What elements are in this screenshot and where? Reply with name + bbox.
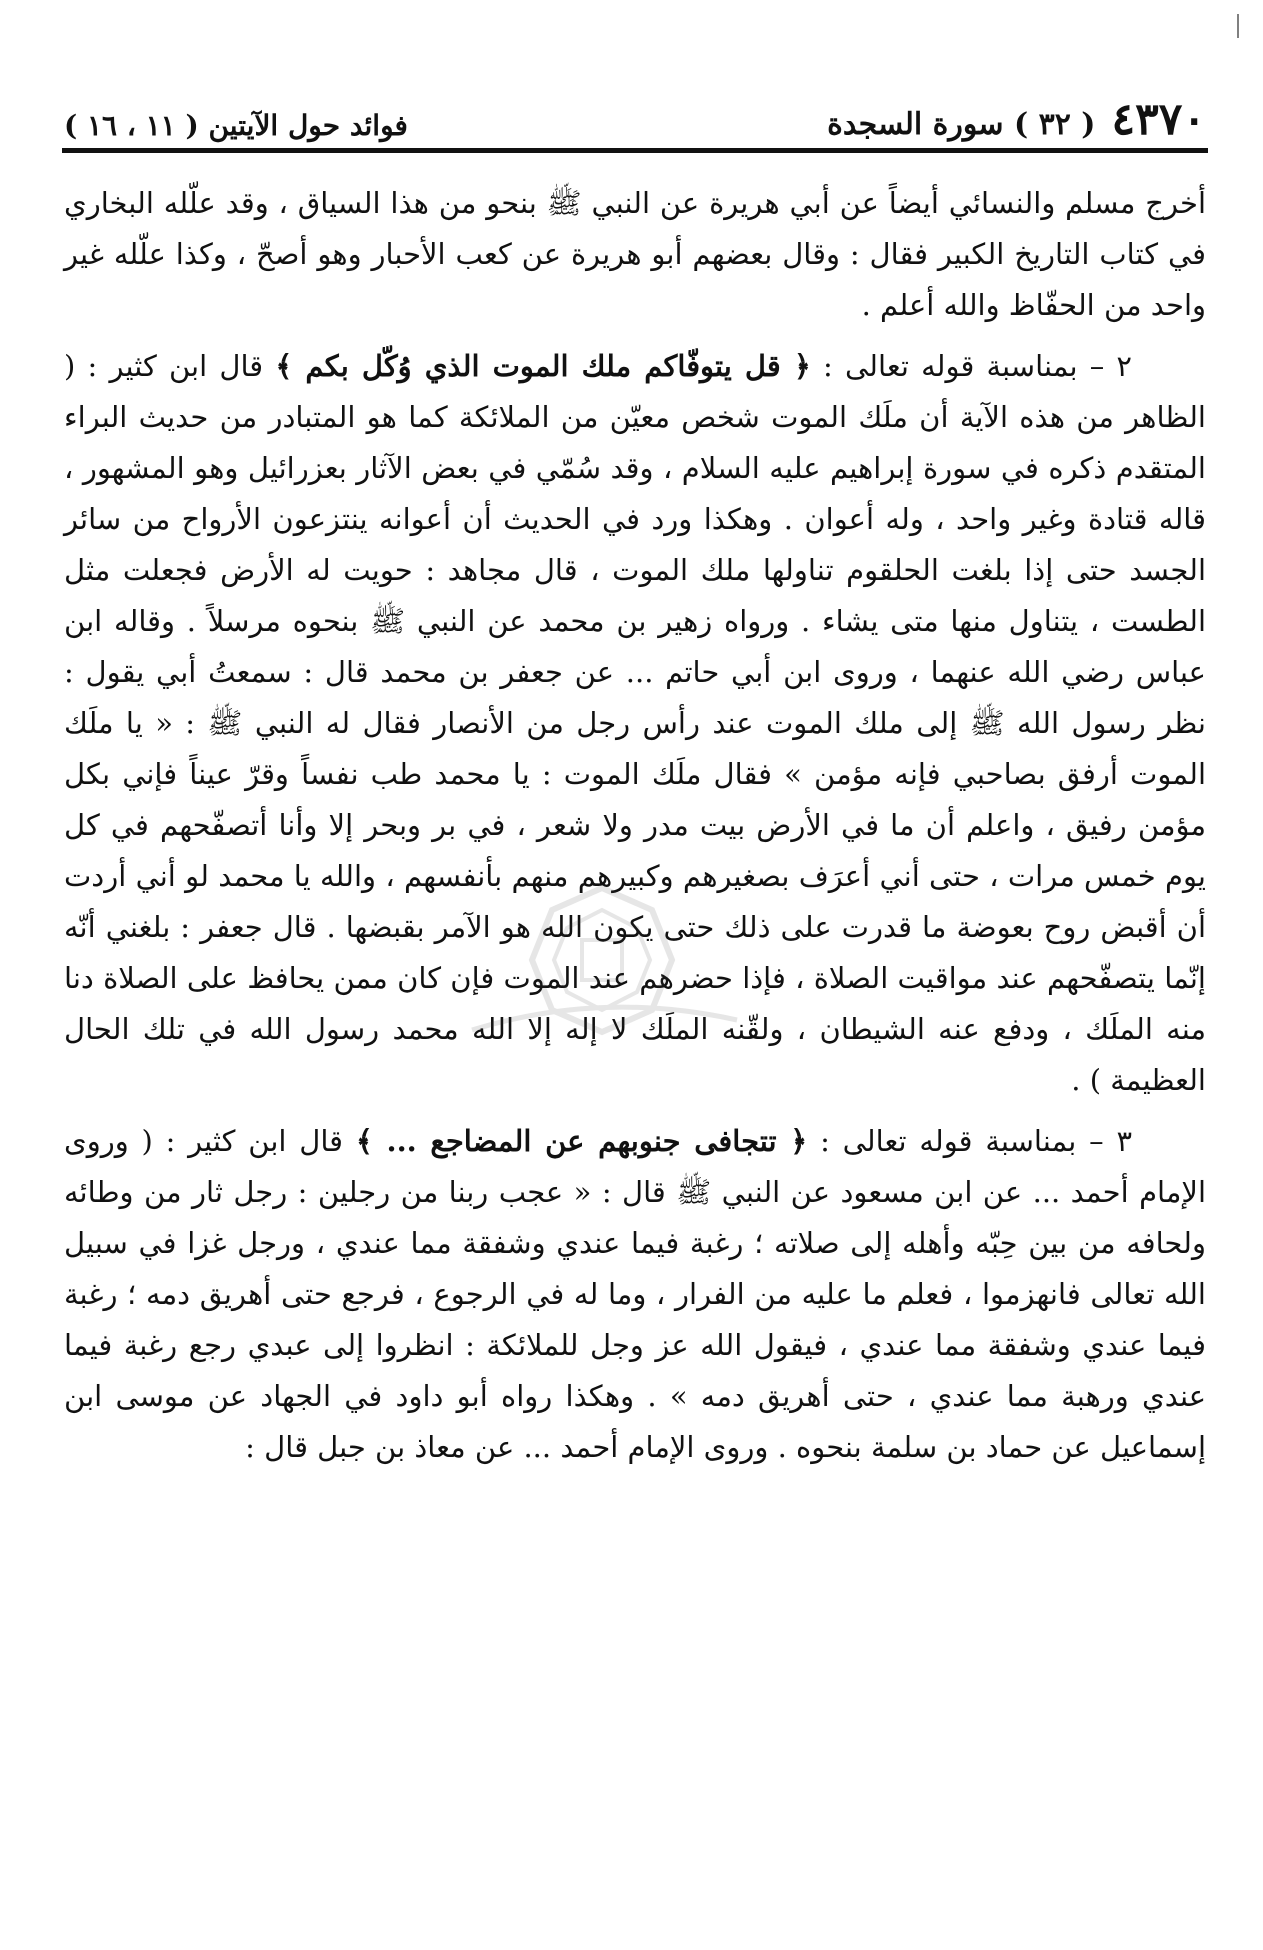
paragraph-text: ٣ – بمناسبة قوله تعالى : [807,1124,1133,1158]
paragraph-text: قال ابن كثير : ( وروى الإمام أحمد ... عن ابن مسعود عن النبي ﷺ قال : « عجب ربنا من رجلين : رجل ثار من وطائه ولحافه من بين حِبّه وأهله إلى صلاته ؛ رغبة فيما عندي وشفقة مما عندي ، ورجل غزا في سبيل الله تعالى فانهزموا ، فعلم ما عليه من الفرار ، وما له في الرجوع ، فرجع حتى أهريق دمه ؛ رغبة فيما عندي وشفقة مما عندي ، فيقول الله عز وجل للملائكة : انظروا إلى عبدي رجع رغبة فيما عندي ورهبة مما عندي ، حتى أهريق دمه » . وهكذا رواه أبو داود في الجهاد عن موسى ابن إسماعيل عن حماد بن سلمة بنحوه . وروى الإمام أحمد ... عن معاذ بن جبل قال : [64,1124,1206,1464]
quran-verse: ﴿ تتجافى جنوبهم عن المضاجع ... ﴾ [355,1124,808,1158]
body-text [64,178,1206,1483]
paragraph-text: ٢ – بمناسبة قوله تعالى : [810,349,1132,383]
surah-title: ( ٣٢ ) سورة السجدة [827,107,1096,142]
paragraph-2 [64,341,1206,1106]
quran-verse: ﴿ قل يتوفّاكم ملك الموت الذي وُكّل بكم ﴾ [275,349,811,383]
corner-tick-mark [1233,14,1243,38]
page-header [64,92,1206,145]
section-title: فوائد حول الآيتين ( ١١ ، ١٦ ) [64,109,408,142]
page-number: ٤٣٧٠ [1111,94,1206,145]
header-right [827,94,1206,145]
paragraph-text: أخرج مسلم والنسائي أيضاً عن أبي هريرة عن النبي ﷺ بنحو من هذا السياق ، وقد علّله البخاري في كتاب التاريخ الكبير فقال : وقال بعضهم أبو هريرة عن كعب الأحبار وهو أصحّ ، وكذا علّله غير واحد من الحفّاظ والله أعلم . [64,186,1206,322]
paragraph-text: قال ابن كثير : ( الظاهر من هذه الآية أن ملَك الموت شخص معيّن من الملائكة كما هو المتبادر من حديث البراء المتقدم ذكره في سورة إبراهيم عليه السلام ، وقد سُمّي في بعض الآثار بعزرائيل وهو المشهور ، قاله قتادة وغير واحد ، وله أعوان . وهكذا ورد في الحديث أن أعوانه ينتزعون الأرواح من سائر الجسد حتى إذا بلغت الحلقوم تناولها ملك الموت ، قال مجاهد : حويت له الأرض فجعلت مثل الطست ، يتناول منها متى يشاء . ورواه زهير بن محمد عن النبي ﷺ بنحوه مرسلاً . وقاله ابن عباس رضي الله عنهما ، وروى ابن أبي حاتم ... عن جعفر بن محمد قال : سمعتُ أبي يقول : نظر رسول الله ﷺ إلى ملك الموت عند رأس رجل من الأنصار فقال له النبي ﷺ : « يا ملَك الموت أرفق بصاحبي فإنه مؤمن » فقال ملَك الموت : يا محمد طب نفساً وقرّ عيناً فإني بكل مؤمن رفيق ، واعلم أن ما في الأرض بيت مدر ولا شعر ، في بر وبحر إلا وأنا أتصفّحهم في كل يوم خمس مرات ، حتى أني أعرَف بصغيرهم وكبيرهم منهم بأنفسهم ، والله يا محمد لو أني أردت أن أقبض روح بعوضة ما قدرت على ذلك حتى يكون الله هو الآمر بقبضها . قال جعفر : بلغني أنّه إنّما يتصفّحهم عند مواقيت الصلاة ، فإذا حضرهم عند الموت فإن كان ممن يحافظ على الصلاة دنا منه الملَك ، ودفع عنه الشيطان ، ولقّنه الملَك لا إله إلا الله محمد رسول الله في تلك الحال العظيمة ) . [64,349,1206,1097]
header-rule [62,148,1208,153]
paragraph-3 [64,1116,1206,1473]
paragraph-1 [64,178,1206,331]
